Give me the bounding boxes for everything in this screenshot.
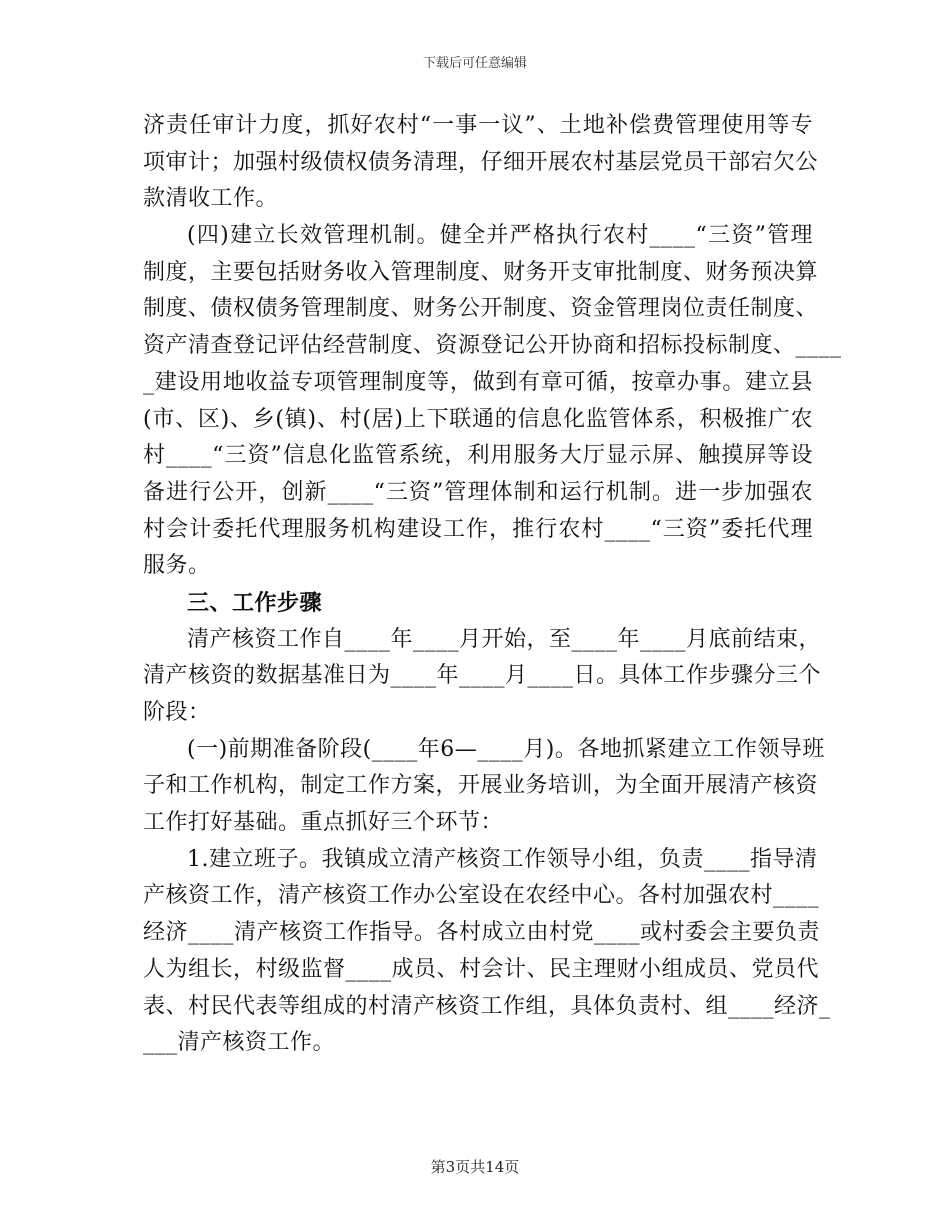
text-line: _建设用地收益专项管理制度等，做到有章可循，按章办事。建立县 [143,369,813,395]
page-footer: 第3页共14页 [430,1158,520,1176]
text-line: 项审计；加强村级债权债务清理，仔细开展农村基层党员干部宕欠公 [143,149,819,175]
text-line: ___清产核资工作。 [143,1030,336,1056]
text-line: 阶段： [143,700,211,725]
text-line: 村____“三资”信息化监管系统，利用服务大厅显示屏、触摸屏等设 [143,443,813,469]
paragraph-start-line: (一)前期准备阶段(____年6—____月)。各地抓紧建立工作领导班 [187,736,825,762]
text-line: 服务。 [143,553,211,579]
text-line: 经济____清产核资工作指导。各村成立由村党____或村委会主要负责 [143,920,821,946]
text-line: 人为组长，村级监督____成员、村会计、民主理财小组成员、党员代 [143,956,820,982]
text-line: 制度，主要包括财务收入管理制度、财务开支审批制度、财务预决算 [143,259,819,285]
text-line: 子和工作机构，制定工作方案，开展业务培训，为全面开展清产核资 [143,773,819,799]
text-line: 清产核资的数据基准日为____年____月____日。具体工作步骤分三个 [143,663,822,689]
text-line: 制度、债权债务管理制度、财务公开制度、资金管理岗位责任制度、 [143,296,819,322]
text-line: 济责任审计力度，抓好农村“一事一议”、土地补偿费管理使用等专 [143,113,813,138]
text-line: 产核资工作，清产核资工作办公室设在农经中心。各村加强农村____ [143,883,820,909]
document-body [143,108,842,1062]
section-heading: 三、工作步骤 [187,589,323,616]
paragraph-start-line: (四)建立长效管理机制。健全并严格执行农村____“三资”管理 [187,223,813,249]
text-line: 资产清查登记评估经营制度、资源登记公开协商和招标投标制度、____ [143,333,842,359]
paragraph-start-line: 清产核资工作自____年____月开始，至____年____月底前结束， [187,626,822,652]
text-line: 表、村民代表等组成的村清产核资工作组，具体负责村、组____经济_ [143,993,831,1019]
text-line: 备进行公开，创新____“三资”管理体制和运行机制。进一步加强农 [143,479,813,505]
text-line: 村会计委托代理服务机构建设工作，推行农村____“三资”委托代理 [143,516,813,542]
text-line: (市、区)、乡(镇)、村(居)上下联通的信息化监管体系，积极推广农 [143,406,813,432]
text-line: 工作打好基础。重点抓好三个环节： [143,810,504,836]
page-header: 下载后可任意编辑 [422,56,527,71]
text-line: 款清收工作。 [143,186,279,212]
paragraph-start-line: 1.建立班子。我镇成立清产核资工作领导小组，负责____指导清 [187,846,818,872]
